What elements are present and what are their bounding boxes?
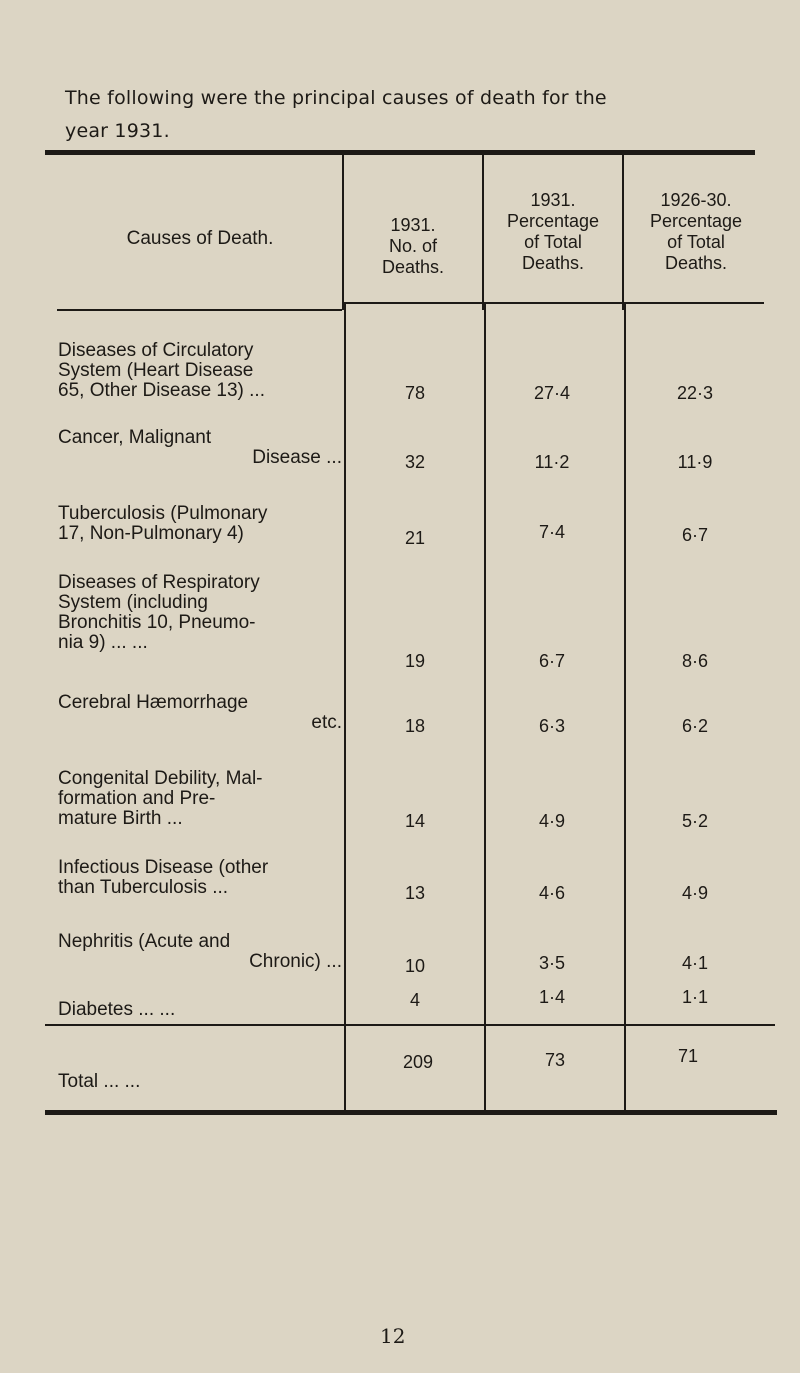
table-bottom-rule xyxy=(45,1110,777,1115)
deaths-value: 21 xyxy=(404,528,426,548)
deaths-value: 13 xyxy=(404,883,426,903)
table-row-cause: Congenital Debility, Mal- formation and Pre- mature Birth ... xyxy=(58,768,263,829)
column-divider-1-body xyxy=(344,302,346,1114)
total-label: Total ... ... xyxy=(58,1071,141,1092)
pct-1926-30-value: 4·9 xyxy=(681,883,708,903)
table-top-rule xyxy=(45,150,755,155)
pct-1931-value: 4·9 xyxy=(538,811,565,831)
header-pct-1926-30: 1926-30. Percentage of Total Deaths. xyxy=(649,190,743,273)
intro-line-1: The following were the principal causes of death for the xyxy=(65,87,607,109)
header-deaths: 1931. No. of Deaths. xyxy=(381,215,445,277)
table-row-cause: Diseases of Circulatory System (Heart Disease 65, Other Disease 13) ... xyxy=(58,340,265,401)
pct-1931-value: 1·4 xyxy=(538,987,565,1007)
pct-1931-value: 4·6 xyxy=(538,883,565,903)
table-row-cause: Nephritis (Acute and Chronic) ... xyxy=(58,931,342,972)
pct-1926-30-value: 8·6 xyxy=(681,651,708,671)
table-row-cause: Cancer, Malignant Disease ... xyxy=(58,427,342,468)
header-underline-cause xyxy=(57,309,342,311)
column-divider-3-body xyxy=(624,302,626,1114)
column-divider-2-body xyxy=(484,302,486,1114)
pct-1931-value: 11·2 xyxy=(534,452,570,472)
header-pct-1931: 1931. Percentage of Total Deaths. xyxy=(506,190,600,273)
pct-1926-30-value: 1·1 xyxy=(681,987,708,1007)
total-pct-1926-30-value: 71 xyxy=(677,1046,699,1066)
intro-paragraph xyxy=(65,82,765,148)
deaths-value: 4 xyxy=(409,990,420,1010)
column-divider-1 xyxy=(342,153,344,310)
deaths-value: 14 xyxy=(404,811,426,831)
total-pct-1931-value: 73 xyxy=(544,1050,566,1070)
pct-1926-30-value: 11·9 xyxy=(677,452,713,472)
pct-1926-30-value: 4·1 xyxy=(681,953,708,973)
pct-1926-30-value: 6·7 xyxy=(681,525,708,545)
table-row-cause: Diabetes ... ... xyxy=(58,999,176,1020)
pct-1931-value: 6·7 xyxy=(538,651,565,671)
pct-1926-30-value: 5·2 xyxy=(681,811,708,831)
pct-1931-value: 3·5 xyxy=(538,953,565,973)
deaths-value: 18 xyxy=(404,716,426,736)
table-row-cause: Cerebral Hæmorrhage etc. xyxy=(58,692,342,733)
table-row-cause: Tuberculosis (Pulmonary 17, Non-Pulmonary 4) xyxy=(58,503,268,544)
page-number: 12 xyxy=(380,1324,406,1348)
deaths-value: 32 xyxy=(404,452,426,472)
header-underline-values xyxy=(344,302,764,304)
pct-1926-30-value: 6·2 xyxy=(681,716,708,736)
deaths-value: 10 xyxy=(404,956,426,976)
total-deaths-value: 209 xyxy=(402,1052,434,1072)
header-cause: Causes of Death. xyxy=(126,228,274,249)
deaths-value: 78 xyxy=(404,383,426,403)
table-row-cause: Infectious Disease (other than Tuberculosis ... xyxy=(58,857,269,898)
pct-1931-value: 7·4 xyxy=(538,522,565,542)
pct-1926-30-value: 22·3 xyxy=(676,383,714,403)
deaths-value: 19 xyxy=(404,651,426,671)
total-rule xyxy=(45,1024,775,1026)
pct-1931-value: 27·4 xyxy=(533,383,571,403)
column-divider-2 xyxy=(482,153,484,310)
pct-1931-value: 6·3 xyxy=(538,716,565,736)
column-divider-3 xyxy=(622,153,624,310)
intro-line-2: year 1931. xyxy=(65,120,170,142)
table-row-cause: Diseases of Respiratory System (including Bronchitis 10, Pneumo- nia 9) ... ... xyxy=(58,572,260,653)
